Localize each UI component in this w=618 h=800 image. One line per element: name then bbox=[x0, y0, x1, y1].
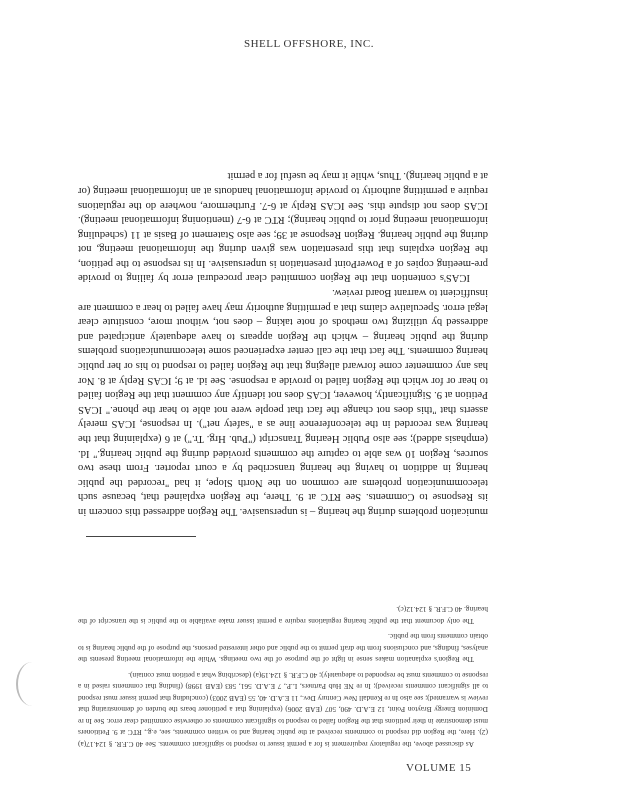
body-paragraph: ICAS's contention that the Region committed clear procedural error by failing to provide pre-meeting copies of a PowerPoint presentation is unpersuasive. In its response to the petition, the Region explains that this presentation was given during the informational meeting, not during the public hearing. Region Response at 39; see also Statement of Basis at 11 (scheduling informational meeting prior to public hearing); RTC at 6-7 (mentioning informational meeting). ICAS does not dispute this. See ICAS Reply at 6-7. Furthermore, nowhere do the regulations require a permitting authority to provide informational handouts at an informational meeting (or at a public hearing). Thus, while it may be useful for a permit bbox=[78, 170, 488, 284]
footnote: As discussed above, the regulatory requirement is for a permit issuer to respond to significant comments. See 40 C.F.R. § 124.17(a)(2). Here, the Region did respond to comments received at the public hearing and to written comments, see, e.g., RTC at 9. Petitioners must demonstrate in their petitions that the Region failed to respond to significant comments or otherwise committed clear error. See In re Dominion Energy Brayton Point, 12 E.A.D. 490, 507 (EAB 2006) (explaining that a petitioner bears the burden of demonstrating that review is warranted); see also In re Kendall New Century Dev., 11 E.A.D. 40, 55 (EAB 2003) (concluding that permit issuer must respond to all significant comments received); In re NE Hub Partners, L.P., 7 E.A.D. 561, 583 (EAB 1998) (finding that comments raised in a response to comments must be responded to adequately); 40 C.F.R. § 124.19(a) (describing what a petition must contain). bbox=[78, 671, 488, 749]
footnote: The only document that the public hearing regulations require a permit issuer make available to the public is the transcript of the hearing. 40 C.F.R. § 124.12(c). bbox=[78, 605, 488, 626]
footnote-divider bbox=[86, 536, 196, 537]
binding-hole-mark bbox=[16, 662, 48, 706]
body-paragraph: munication problems during the hearing – is unpersuasive. The Region addressed this concern in its Response to Comments. See RTC at 9. There, the Region explained that, because such telecommunication problems are common on the North Slope, it had "recorded the public hearing in addition to having the hearing transcribed by a court reporter. From these two sources, Region 10 was able to capture the comments provided during the public hearing." Id. (emphasis added); see also Public Hearing Transcript ("Pub. Hrg. Tr.") at 6 (explaining that the hearing was recorded in the teleconference line as a "safety net"). In response, ICAS merely asserts that "this does not change the fact that people were not able to hear the phone." ICAS Petition at 9. Significantly, however, ICAS does not identify any comment that the Region failed to hear or for which the Region failed to provide a response. See id. at 9; ICAS Reply at 8. Nor has any commenter come forward alleging that the Region failed to respond to his or her public hearing comments. The fact that the call center experienced some telecommunications problems during the public hearing – which the Region appears to have adequately anticipated and addressed by utilizing two methods of note taking – does not, without more, constitute clear legal error. Speculative claims that a permitting authority may have failed to hear a comment are insufficient to warrant Board review. bbox=[78, 287, 488, 517]
footnotes-block bbox=[78, 550, 488, 750]
volume-footer: VOLUME 15 bbox=[406, 762, 472, 774]
main-text-block bbox=[78, 88, 488, 518]
running-header: SHELL OFFSHORE, INC. bbox=[244, 38, 374, 50]
footnote: The Region's explanation makes sense in light of the purpose of the two meetings. While the informational meeting presents the analyses, findings, and conclusions from the draft permit to the public and other interested persons, the purpose of the public hearing is to obtain comments from the public. bbox=[78, 632, 488, 665]
